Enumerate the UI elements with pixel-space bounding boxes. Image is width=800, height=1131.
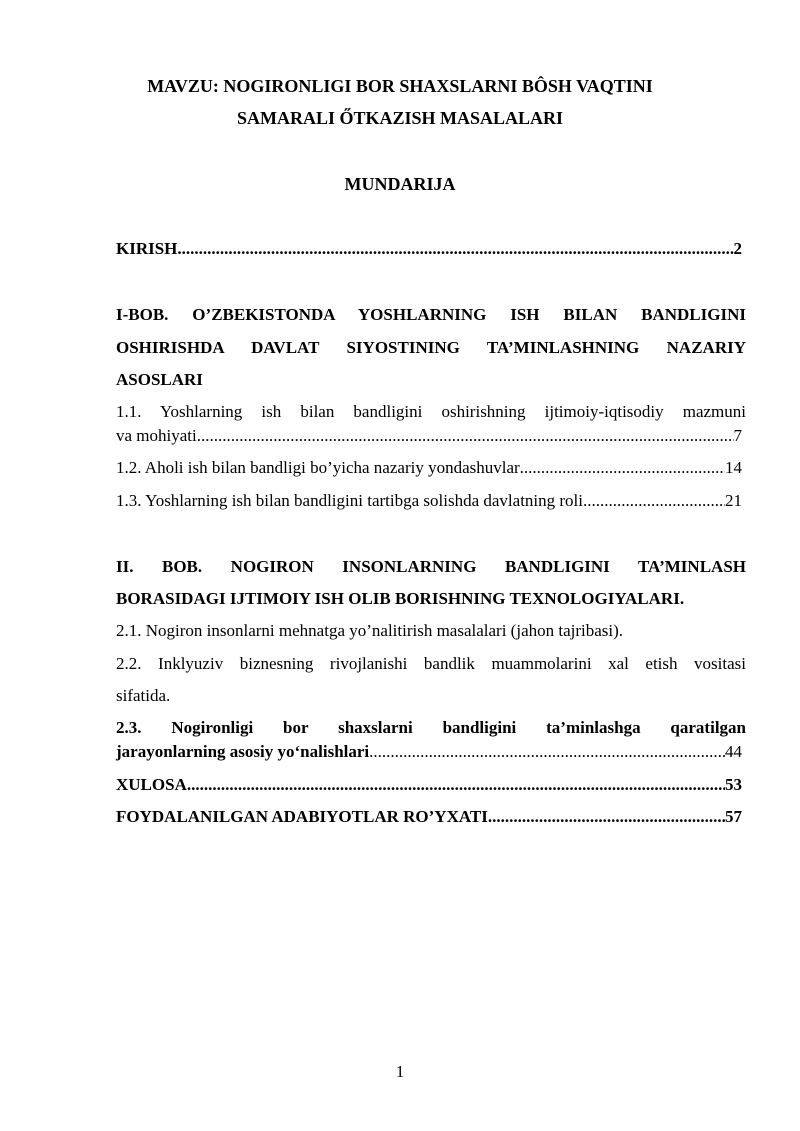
toc-page-number: 7 bbox=[733, 426, 742, 445]
toc-page-number: 21 bbox=[725, 491, 742, 510]
toc-page-number: 44 bbox=[725, 742, 742, 761]
dot-leader bbox=[583, 491, 725, 511]
toc-entry-1-1-line-1: 1.1. Yoshlarning ish bilan bandligini oshirishning ijtimoiy-iqtisodiy mazmuni bbox=[116, 402, 746, 421]
toc-entry-2-1: 2.1. Nogiron insonlarni mehnatga yo’nalitirish masalalari (jahon tajribasi). bbox=[116, 621, 624, 640]
chapter-1-heading-line-3: ASOSLARI bbox=[116, 370, 203, 389]
toc-entry-label: va mohiyati bbox=[116, 426, 197, 445]
toc-entry-references bbox=[116, 807, 742, 827]
toc-entry-2-2-line-2: sifatida. bbox=[116, 686, 171, 705]
toc-entry-2-3-line-1: 2.3. Nogironligi bor shaxslarni bandligini ta’minlashga qaratilgan bbox=[116, 718, 746, 737]
page-number: 1 bbox=[395, 1062, 405, 1081]
document-title-line-2: SAMARALI ŐTKAZISH MASALALARI bbox=[236, 108, 564, 128]
dot-leader bbox=[197, 426, 734, 446]
toc-heading: MUNDARIJA bbox=[344, 174, 456, 194]
toc-page-number: 14 bbox=[725, 458, 742, 477]
toc-page-number: 57 bbox=[725, 807, 742, 826]
toc-entry-2-3-line-2 bbox=[116, 742, 742, 762]
toc-entry-label: FOYDALANILGAN ADABIYOTLAR RO’YXATI bbox=[116, 807, 488, 826]
dot-leader bbox=[369, 742, 725, 762]
toc-entry-1-1-line-2 bbox=[116, 426, 742, 446]
toc-entry-xulosa bbox=[116, 775, 742, 795]
toc-entry-label: KIRISH bbox=[116, 239, 178, 258]
chapter-2-heading-line-1: II. BOB. NOGIRON INSONLARNING BANDLIGINI TA’MINLASH bbox=[116, 557, 746, 576]
chapter-1-heading-line-2: OSHIRISHDA DAVLAT SIYOSTINING TA’MINLASHNING NAZARIY bbox=[116, 338, 746, 357]
toc-entry-kirish bbox=[116, 239, 742, 259]
toc-entry-label: 1.3. Yoshlarning ish bilan bandligini tartibga solishda davlatning roli bbox=[116, 491, 583, 510]
chapter-1-heading-line-1: I-BOB. O’ZBEKISTONDA YOSHLARNING ISH BILAN BANDLIGINI bbox=[116, 305, 746, 324]
toc-entry-1-2 bbox=[116, 458, 742, 478]
toc-entry-label: jarayonlarning asosiy yo‘nalishlari bbox=[116, 742, 370, 761]
dot-leader bbox=[177, 239, 733, 259]
toc-entry-2-2-line-1: 2.2. Inklyuziv biznesning rivojlanishi bandlik muammolarini xal etish vositasi bbox=[116, 654, 746, 673]
dot-leader bbox=[187, 775, 725, 795]
chapter-2-heading-line-2: BORASIDAGI IJTIMOIY ISH OLIB BORISHNING TEXNOLOGIYALARI. bbox=[116, 589, 685, 608]
toc-entry-label: XULOSA bbox=[116, 775, 187, 794]
toc-page-number: 53 bbox=[725, 775, 742, 794]
toc-entry-label: 1.2. Aholi ish bilan bandligi bo’yicha nazariy yondashuvlar bbox=[116, 458, 520, 477]
toc-entry-1-3 bbox=[116, 491, 742, 511]
dot-leader bbox=[488, 807, 725, 827]
toc-page-number: 2 bbox=[733, 239, 742, 258]
document-title-line-1: MAVZU: NOGIRONLIGI BOR SHAXSLARNI BÔSH VAQTINI bbox=[147, 76, 653, 96]
dot-leader bbox=[520, 458, 725, 478]
